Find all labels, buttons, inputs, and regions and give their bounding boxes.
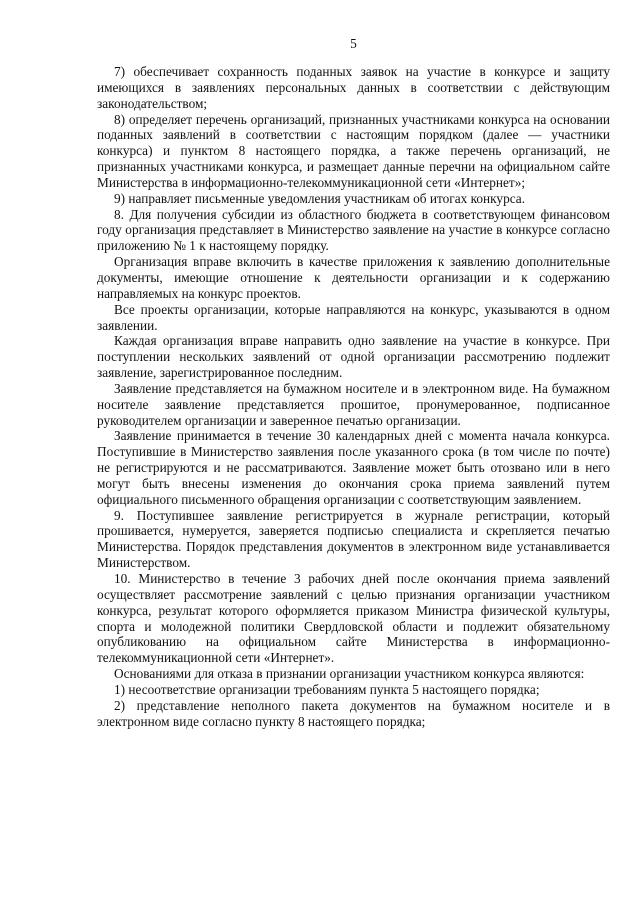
paragraph-paper-electronic: Заявление представляется на бумажном носителе и в электронном виде. На бумажном носителе заявление представляется прошитое, пронумерованное, подписанное руководителем организации и заверенное печатью организации. <box>97 380 610 428</box>
paragraph-item-8: 8) определяет перечень организаций, признанных участниками конкурса на основании поданных заявлений в соответствии с настоящим порядком (далее — участники конкурса) и пунктом 8 настоящего порядка, а также перечень организаций, не признанных участниками конкурса, и размещает данные перечни на официальном сайте Министерства в информационно-телекоммуникационной сети «Интернет»; <box>97 111 610 190</box>
paragraph-refusal-grounds: Основаниями для отказа в признании организации участником конкурса являются: <box>114 666 585 682</box>
paragraph-attachments: Организация вправе включить в качестве приложения к заявлению дополнительные документы, имеющие отношение к деятельности организации и к содержанию направляемых на конкурс проектов. <box>97 254 610 301</box>
paragraph-projects: Все проекты организации, которые направляются на конкурс, указываются в одном заявлении. <box>97 301 610 333</box>
paragraph-clause-10: 10. Министерство в течение 3 рабочих дней после окончания приема заявлений осуществляет рассмотрение заявлений с целью признания организации участником конкурса, результат которого оформляется приказом Министра физической культуры, спорта и молодежной политики Свердловской области и подлежит обязательному опубликованию на официальном сайте Министерства в информационно-телекоммуникационной сети «Интернет». <box>97 571 610 666</box>
paragraph-clause-8: 8. Для получения субсидии из областного бюджета в соответствующем финансовом году организация представляет в Министерство заявление на участие в конкурсе согласно приложению № 1 к настоящему порядку. <box>97 206 610 254</box>
paragraph-single-application: Каждая организация вправе направить одно заявление на участие в конкурсе. При поступлении нескольких заявлений от одной организации рассмотрению подлежит заявление, зарегистрированное последним. <box>97 333 610 381</box>
paragraph-clause-9: 9. Поступившее заявление регистрируется в журнале регистрации, который прошивается, нумеруется, заверяется подписью специалиста и скрепляется печатью Министерства. Порядок представления документов в электронном виде устанавливается Министерством. <box>97 507 610 571</box>
paragraph-ground-1: 1) несоответствие организации требованиям пункта 5 настоящего порядка; <box>114 681 540 697</box>
paragraph-acceptance-period: Заявление принимается в течение 30 календарных дней с момента начала конкурса. Поступившие в Министерство заявления после указанного срока (в том числе по почте) не регистрируются и не рассматриваются. Заявление может быть отозвано или в него могут быть внесены изменения до окончания срока приема заявлений путем официального письменного обращения организации с соответствующим заявлением. <box>97 428 610 507</box>
paragraph-item-7: 7) обеспечивает сохранность поданных заявок на участие в конкурсе и защиту имеющихся в заявлениях персональных данных в соответствии с действующим законодательством; <box>97 64 610 111</box>
page-number: 5 <box>350 36 357 51</box>
paragraph-ground-2: 2) представление неполного пакета документов на бумажном носителе и в электронном виде согласно пункту 8 настоящего порядка; <box>97 697 610 729</box>
paragraph-item-9: 9) направляет письменные уведомления участникам об итогах конкурса. <box>114 190 526 206</box>
